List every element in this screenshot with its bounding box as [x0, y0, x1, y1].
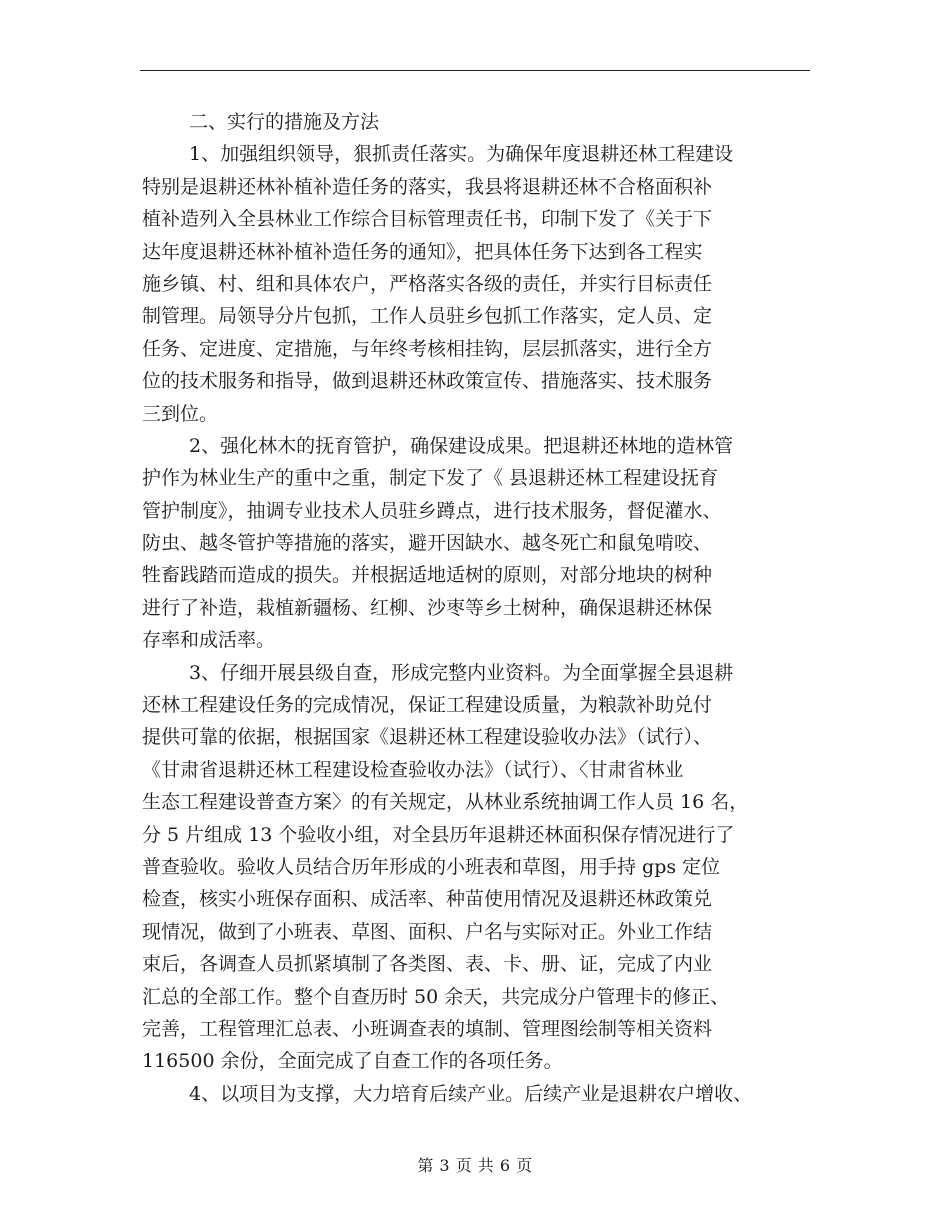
paragraph-line: 位的技术服务和指导，做到退耕还林政策宣传、措施落实、技术服务: [142, 370, 713, 393]
header-rule: [140, 70, 810, 71]
paragraph-line: 植补造列入全县林业工作综合目标管理责任书，印制下发了《关于下: [142, 208, 713, 231]
paragraph-line: 汇总的全部工作。整个自查历时 50 余天，共完成分户管理卡的修正、: [142, 985, 730, 1008]
paragraph-line: 116500 余份，全面完成了自查工作的各项任务。: [142, 1050, 563, 1073]
paragraph-line: 束后，各调查人员抓紧填制了各类图、表、卡、册、证，完成了内业: [142, 953, 713, 976]
paragraph-line: 完善，工程管理汇总表、小班调查表的填制、管理图绘制等相关资料: [142, 1017, 713, 1040]
paragraph-first-line: 1、加强组织领导，狠抓责任落实。为确保年度退耕还林工程建设: [189, 143, 734, 166]
paragraph-line: 施乡镇、村、组和具体农户，严格落实各级的责任，并实行目标责任: [142, 272, 713, 295]
paragraph-line: 任务、定进度、定措施，与年终考核相挂钩，层层抓落实，进行全方: [142, 337, 713, 360]
paragraph-line: 管护制度》，抽调专业技术人员驻乡蹲点，进行技术服务，督促灌水、: [142, 499, 722, 522]
paragraph-line: 护作为林业生产的重中之重，制定下发了《 县退耕还林工程建设抚育: [142, 467, 719, 490]
paragraph-line: 牲畜践踏而造成的损失。并根据适地适树的原则，对部分地块的树种: [142, 564, 713, 587]
paragraph-line: 防虫、越冬管护等措施的落实，避开因缺水、越冬死亡和鼠兔啃咬、: [142, 532, 713, 555]
paragraph-line: 还林工程建设任务的完成情况，保证工程建设质量，为粮款补助兑付: [142, 694, 713, 717]
paragraph-first-line: 3、仔细开展县级自查，形成完整内业资料。为全面掌握全县退耕: [189, 661, 734, 684]
paragraph-line: 提供可靠的依据，根据国家《退耕还林工程建设验收办法》（试行）、: [142, 726, 713, 749]
paragraph-line: 特别是退耕还林补植补造任务的落实，我县将退耕还林不合格面积补: [142, 175, 713, 198]
paragraph-first-line: 4、以项目为支撑，大力培育后续产业。后续产业是退耕农户增收、: [189, 1082, 753, 1105]
paragraph-line: 分 5 片组成 13 个验收小组，对全县历年退耕还林面积保存情况进行了: [142, 823, 735, 846]
paragraph-line: 普查验收。验收人员结合历年形成的小班表和草图，用手持 gps 定位: [142, 855, 721, 878]
paragraph-line: 制管理。局领导分片包抓，工作人员驻乡包抓工作落实，定人员、定: [142, 305, 713, 328]
paragraph-line: 现情况，做到了小班表、草图、面积、户名与实际对正。外业工作结: [142, 920, 713, 943]
paragraph-line: 进行了补造，栽植新疆杨、红柳、沙枣等乡土树种，确保退耕还林保: [142, 596, 713, 619]
document-body: [142, 106, 812, 1110]
paragraph-first-line: 2、强化林木的抚育管护，确保建设成果。把退耕还林地的造林管: [189, 434, 734, 457]
paragraph-line: 检查，核实小班保存面积、成活率、种苗使用情况及退耕还林政策兑: [142, 888, 713, 911]
paragraph-line: 存率和成活率。: [142, 629, 276, 652]
paragraph-first-line: 二、实行的措施及方法: [189, 111, 380, 133]
paragraph-line: 生态工程建设普查方案〉的有关规定，从林业系统抽调工作人员 16 名，: [142, 791, 749, 814]
paragraph-line: 达年度退耕还林补植补造任务的通知》，把具体任务下达到各工程实: [142, 240, 703, 263]
paragraph-line: 《甘肃省退耕还林工程建设检查验收办法》（试行）、〈甘肃省林业: [142, 758, 684, 781]
paragraph-line: 三到位。: [142, 402, 219, 425]
page-number: 第 3 页 共 6 页: [417, 1156, 533, 1175]
